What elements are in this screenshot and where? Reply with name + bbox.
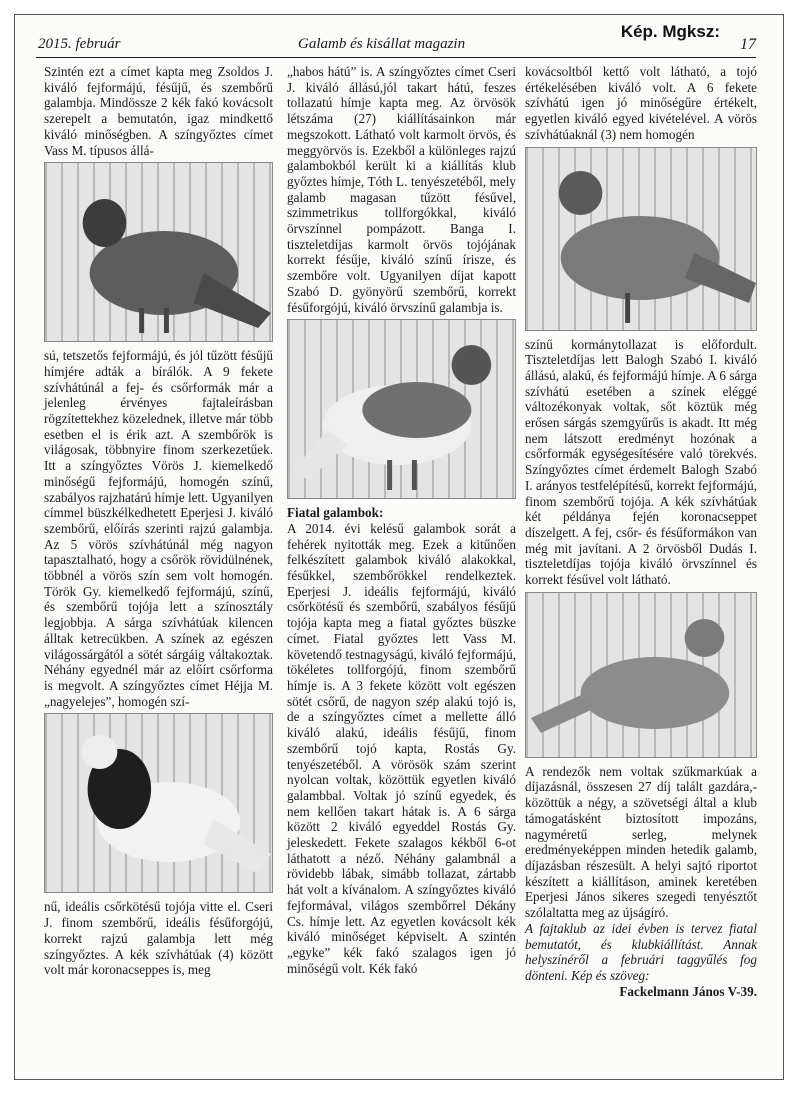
col1-paragraph-1: Szintén ezt a címet kapta meg Zsoldos J. kiváló fejformájú, fésűjű, és szembőrű galambja. Mindössze 2 kék fakó kovácsolt szerepelt a bemutatón, igaz mindkettő kiváló minőségben. A színgyőztes címet Vass M. típusos állá- [44, 64, 273, 158]
pigeon-photo-1 [44, 162, 273, 342]
column-1 [44, 64, 273, 978]
magazine-title: Galamb és kisállat magazin [298, 36, 466, 52]
issue-date: 2015. február [38, 36, 121, 52]
col3-paragraph-1: kovácsoltból kettő volt látható, a tojó értékelésében kiváló volt. A 6 fekete szívhátú igen jó minőségűre értékelt, egyetlen kiváló egyed kivételével. A vörös szívhátúaknál (3) nem homogén [525, 64, 757, 142]
running-header [38, 36, 756, 56]
section-heading: Fiatal galambok: [287, 505, 384, 521]
col3-paragraph-4: A fajtaklub az idei évben is tervez fiatal bemutatót, és klubkiállítást. Annak helyszínéről a februári taggyűlés fog dönteni. Kép és szöveg: [525, 920, 757, 983]
col2-paragraph-2: A 2014. évi kelésű galambok sorát a fehérek nyitották meg. Ezek a kitűnően felkészített galambok kiváló alakokkal, fésűkkel, szembőrökkel rendelkeztek. Eperjesi J. ideális fejformájú, kiváló csőrkötésű és szembőrű, szabályos fésűjű tojója kapta meg a fiatal győztes büszke címet. Fiatal győztes lett Vass M. követendő testnagyságú, kiváló fejformájú, tökéletes tollforgójú, finom szembőrű hímje is. A 3 fekete között volt egészen sötét csőrű, de nagyon szép alakú tojó is, de a színgyőztes címet a mellette álló kiváló alakú, ideális fésűjű, finom szembőrű tojó kapta, Rostás Gy. tenyészetéből. A vörösök szám szerint nyolcan voltak, közöttük egyetlen kiváló galambbal. Voltak jó színű egyedek, és nem kellően takart hátak is. A 6 sárga között 2 kiváló egyeddel Rostás Gy. jeleskedett. Fekete szalagos kékből 6-ot láthatott a néző. Néhány galambnál a rövidebb lábak, simább tollazat, zártabb hát volt a kívánalom. A színgyőztes kiváló fejformával, világos szembőrrel Dékány Cs. hímje lett. Az egyetlen kovácsolt kék kiváló minőséget képviselt. A szintén „egyke” kék fakó szalagos igen jó minőségű volt. Kék fakó [287, 520, 516, 976]
col1-paragraph-2: sú, tetszetős fejformájú, és jól tűzött fésűjű hímjére adták a bírálók. A 9 fekete szívhátúnál a fej- és csőrformák már a jelenleg érvényes fajtaleírásban rögzítettekhez közelednek, illetve már több esetben el is érik azt. A szembőrök is világosak, többnyire finom szerkezetűek. Itt a színgyőztes Vörös J. kiemelkedő minőségű fejformájú, homogén színű, szabályos rajzhatárú hímje lett. Ugyanilyen címmel büszkélkedhetett Eperjesi J. kiváló szembőrű, előírás szerinti rajzú galambja. Az 5 vörös szívhátúnál még nagyon tapasztalható, hogy a csőrök rövidülnének, többnél a vörös szín sem volt homogén. Török Gy. kiemelkedő fejformájú, színű, és szembőrű tojója lett a színosztály legjobbja. A sárga szívhátúak kilencen álltak ketrecükben. A színek az egészen világossárgától a sötét sárgáig váltakoztak. Néhány egyednél már az előírt csőrforma is megvolt. A színgyőztes címet Héjja M. „nagyelejes”, homogén szí- [44, 348, 273, 709]
corner-label: Kép. Mgksz: [620, 22, 720, 41]
column-3 [525, 64, 757, 999]
column-2 [287, 64, 516, 976]
col3-paragraph-2: színű kormánytollazat is előfordult. Tiszteletdíjas lett Balogh Szabó I. kiváló állású, alakú, és fejformájú hímje. A 6 sárga szívhátú esetében a színek eléggé változékonyak voltak, sőt köztük még erősen sárgás szemgyűrűs is akadt. Itt még nem látszott eredményt hozónak a csőrformák egységesítésére való törekvés. Színgyőztes címet érdemelt Balogh Szabó I. arányos testfelépítésű, korrekt fejformájú, finom szembőrű tojója. A kék szívhátúak két példánya fején koronacseppet díszelgett. A fej, csőr- és fésűformákon van még mit javítani. A 2 örvösből Dudás I. tiszteletdíjas tojója kiváló örvszínnel és korrekt fésűvel volt látható. [525, 336, 757, 588]
col1-paragraph-3: nű, ideális csőrkötésű tojója vitte el. Cseri J. finom szembőrű, ideális fésűforgójú, korrekt rajzú galambja lett még színgyőztes. A kék szívhátúak (4) között volt már koronacseppes is, meg [44, 899, 273, 978]
col3-paragraph-3: A rendezők nem voltak szűkmarkúak a díjazásnál, összesen 27 díj talált gazdára,- közöttük a négy, a szövetségi által a klub támogatásként biztosított impozáns, nagyméretű serleg, melynek eredményeképpen minden hetedik galamb, díjazásban részesült. A helyi sajtó riportot készített a kiállításon, aminek keretében Eperjesi János sikeres szegedi tenyésztőt szólaltatta meg az újságíró. [525, 763, 757, 921]
byline: Fackelmann János V-39. [619, 983, 757, 999]
pigeon-photo-3 [287, 319, 516, 499]
pigeon-photo-2 [44, 713, 273, 893]
page-number: 17 [740, 36, 756, 53]
pigeon-photo-5 [525, 592, 757, 758]
header-rule [36, 57, 756, 58]
col2-paragraph-1: „habos hátú” is. A színgyőztes címet Cseri J. kiváló állású,jól takart hátú, feszes tollazatú hímje kapta meg. Az örvösök létszáma (27) kiállításainkon már megszokott. Látható volt karmolt örvös, és meggyörvös is. Ezekből a különleges rajzú galambokból került ki a kiállítás klub győztes hímje, Tóth L. tenyészetéből, mely galamb magasan tűzött fésűvel, szimmetrikus tollforgókkal, kiváló örvszínnel pompázott. Banga I. tiszteletdíjas karmolt örvös tojójának korrekt fésűje, kiváló színű írisze, és szembőre volt. Ugyanilyen díjat kapott Szabó D. gyönyörű szembőrű, korrekt fésűforgójú, kiváló örvszínű galambja is. [287, 64, 516, 315]
pigeon-photo-4 [525, 147, 757, 331]
